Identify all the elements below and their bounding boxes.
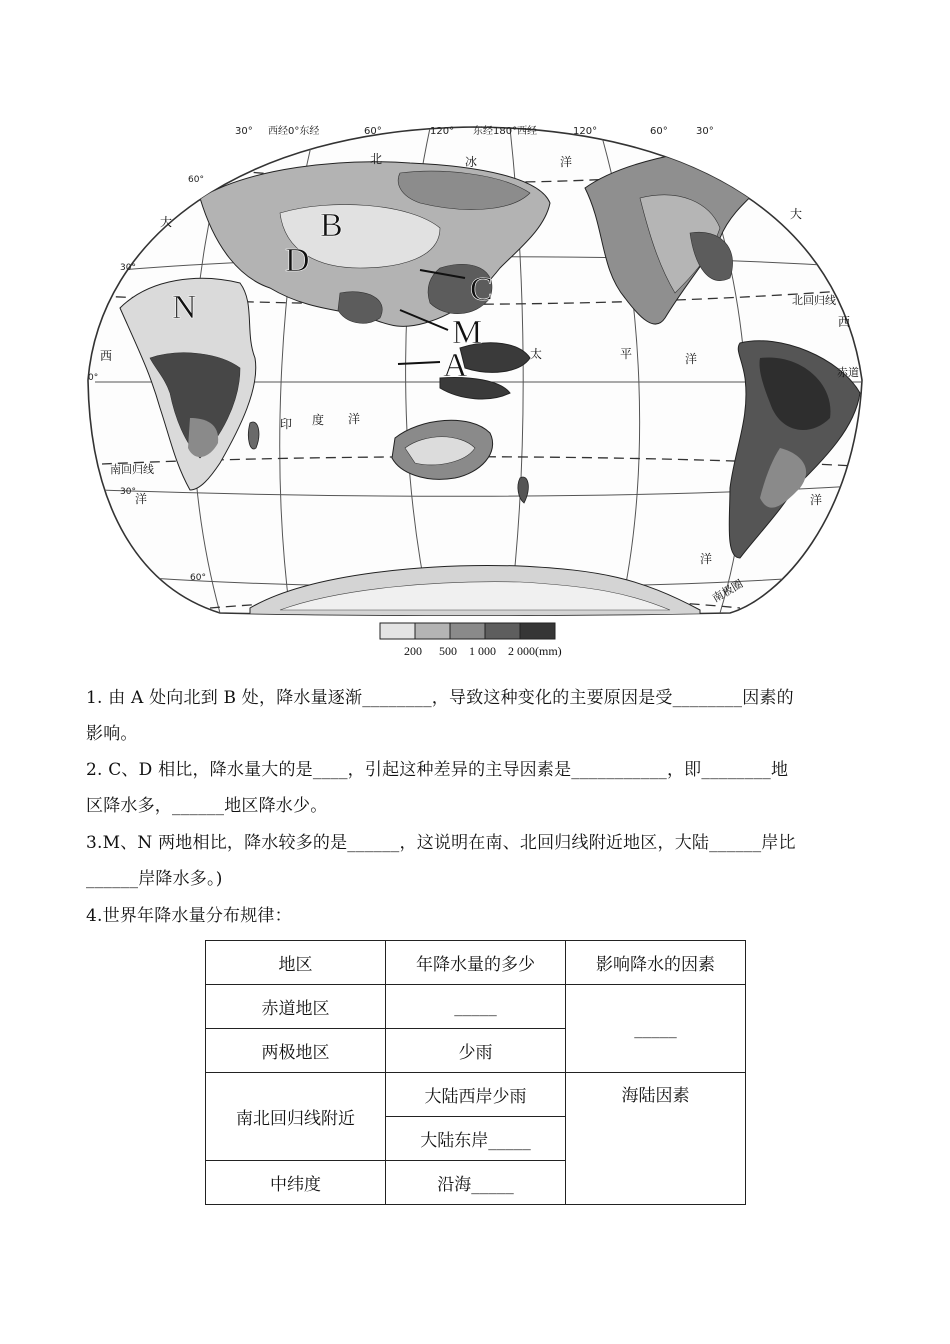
table-cell: 沿海_____ (386, 1161, 566, 1205)
legend-swatch (520, 623, 555, 639)
question-2 (86, 752, 866, 824)
lat-label: 0° (88, 373, 99, 383)
label-N: N (172, 289, 197, 326)
ocean-label: 大 (790, 207, 803, 221)
table-cell: 大陆东岸_____ (386, 1117, 566, 1161)
legend-swatch (485, 623, 520, 639)
table-cell: 中纬度 (206, 1161, 386, 1205)
lon-label: 西经0°东经 (268, 126, 320, 137)
legend-swatch (380, 623, 415, 639)
lon-label: 60° (650, 126, 668, 137)
label-A: A (443, 347, 468, 384)
question-1 (86, 680, 866, 752)
table-row (206, 1073, 746, 1117)
ocean-label: 洋 (810, 493, 823, 507)
lat-label: 30° (120, 487, 136, 497)
legend-tick: 500 (439, 644, 457, 658)
legend-tick: 1 000 (469, 644, 496, 658)
ocean-label: 印 (280, 417, 293, 431)
table-cell: 赤道地区 (206, 985, 386, 1029)
ocean-label: 西 (100, 349, 113, 363)
ocean-label: 洋 (700, 552, 713, 566)
ocean-label: 度 (312, 413, 325, 427)
table-cell: _____ (566, 985, 746, 1073)
lat-label: 60° (190, 573, 206, 583)
table-cell: 少雨 (386, 1029, 566, 1073)
legend-tick: 200 (404, 644, 422, 658)
ocean-label: 洋 (560, 155, 573, 169)
table-row (206, 985, 746, 1029)
lon-label: 120° (430, 126, 455, 137)
world-precipitation-map (80, 118, 870, 663)
legend-swatch (415, 623, 450, 639)
label-D: D (285, 242, 310, 279)
question-4-title: 4.世界年降水量分布规律： (86, 906, 292, 926)
ocean-label: 大 (160, 215, 173, 229)
precipitation-legend (380, 623, 562, 658)
ocean-label: 洋 (348, 412, 361, 426)
legend-tick: 2 000(mm) (508, 644, 562, 658)
question-3-line-2: ______岸降水多。) (86, 869, 223, 889)
label-B: B (320, 207, 343, 244)
antarctic-label: 南极圈 (710, 577, 746, 605)
question-1-line-1: 1. 由 A 处向北到 B 处，降水量逐渐________，导致这种变化的主要原因是受________因素的 (86, 688, 794, 708)
ocean-label: 洋 (685, 352, 698, 366)
label-C: C (470, 271, 493, 308)
label-M: M (452, 314, 483, 351)
table-cell: 大陆西岸少雨 (386, 1073, 566, 1117)
ocean-label: 洋 (135, 492, 148, 506)
legend-swatch (450, 623, 485, 639)
question-3 (86, 825, 866, 897)
table-header: 地区 (206, 941, 386, 985)
tropic-n-label: 北回归线 (792, 294, 836, 307)
lon-label: 120° (573, 126, 598, 137)
precipitation-table (205, 940, 746, 1205)
lon-label: 30° (696, 126, 714, 137)
equator-label: 赤道 (837, 366, 859, 379)
question-2-line-2: 区降水多，______地区降水少。 (86, 796, 328, 816)
ocean-label: 太 (530, 347, 543, 361)
table-row (206, 941, 746, 985)
ocean-label: 冰 (465, 155, 478, 169)
lon-label: 30° (235, 126, 253, 137)
question-4 (86, 898, 866, 934)
lat-label: 30° (120, 263, 136, 273)
lon-label: 60° (364, 126, 382, 137)
table-cell: 南北回归线附近 (206, 1073, 386, 1161)
tropic-s-label: 南回归线 (110, 463, 154, 476)
lon-label: 东经180°西经 (473, 126, 538, 137)
ocean-label: 平 (620, 347, 633, 361)
table-cell: 海陆因素 (566, 1073, 746, 1205)
ocean-label: 西 (838, 315, 851, 329)
lat-label: 60° (188, 175, 204, 185)
question-3-line-1: 3.M、N 两地相比，降水较多的是______，这说明在南、北回归线附近地区，大陆______岸比 (86, 833, 796, 853)
table-cell: _____ (386, 985, 566, 1029)
ocean-label: 北 (370, 152, 383, 166)
table-header: 影响降水的因素 (566, 941, 746, 985)
question-1-line-2: 影响。 (86, 724, 138, 744)
table-cell: 两极地区 (206, 1029, 386, 1073)
question-2-line-1: 2. C、D 相比，降水量大的是____，引起这种差异的主导因素是___________，即________地 (86, 760, 789, 780)
table-header: 年降水量的多少 (386, 941, 566, 985)
